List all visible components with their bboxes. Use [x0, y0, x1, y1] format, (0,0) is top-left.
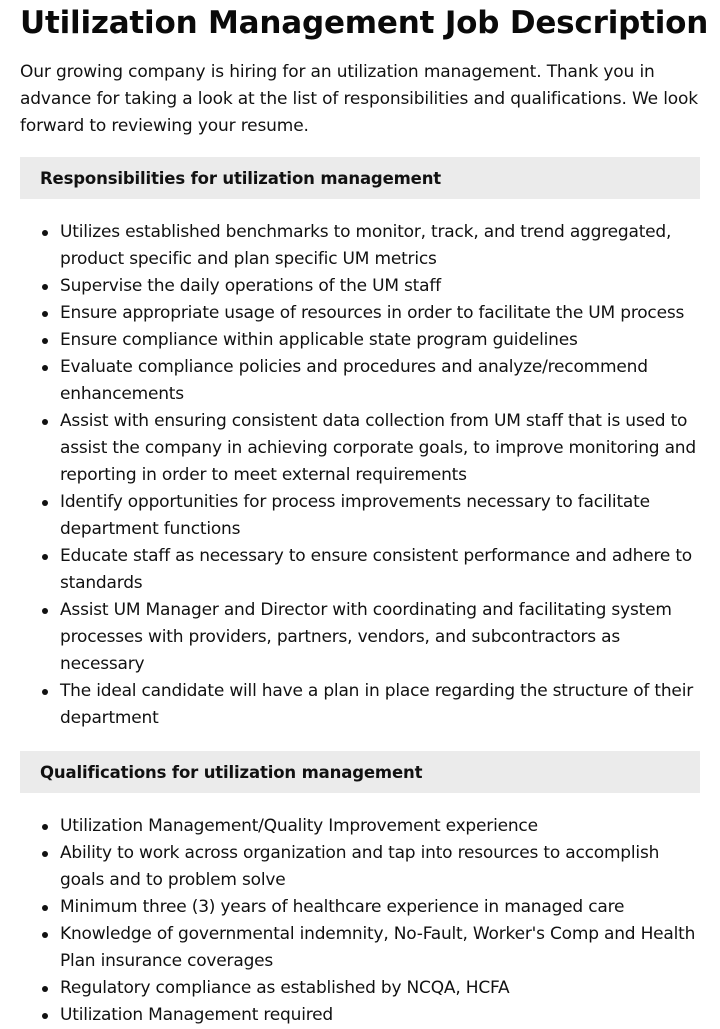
bullet-icon	[42, 824, 48, 830]
page-title: Utilization Management Job Description	[20, 5, 709, 41]
list-item	[20, 894, 700, 921]
list-item	[20, 354, 700, 408]
list-item-text: Minimum three (3) years of healthcare experience in managed care	[60, 897, 625, 917]
list-item-text: Supervise the daily operations of the UM staff	[60, 276, 441, 296]
list-item	[20, 327, 700, 354]
bullet-icon	[42, 932, 48, 938]
bullet-icon	[42, 554, 48, 560]
bullet-icon	[42, 500, 48, 506]
list-item	[20, 975, 700, 1002]
list-item	[20, 813, 700, 840]
bullet-icon	[42, 230, 48, 236]
list-item-text: Ability to work across organization and tap into resources to accomplish goals and to problem solve	[60, 843, 660, 890]
list-item-text: Utilization Management/Quality Improvement experience	[60, 816, 538, 836]
list-item-text: Evaluate compliance policies and procedures and analyze/recommend enhancements	[60, 357, 648, 404]
qualifications-heading: Qualifications for utilization management	[20, 751, 700, 793]
bullet-icon	[42, 851, 48, 857]
list-item	[20, 597, 700, 678]
list-item-text: Educate staff as necessary to ensure consistent performance and adhere to standards	[60, 546, 693, 593]
list-item	[20, 273, 700, 300]
list-item-text: Utilization Management required	[60, 1005, 334, 1025]
intro-paragraph: Our growing company is hiring for an utilization management. Thank you in advance for taking a look at the list of responsibilities and qualifications. We look forward to reviewing your resume.	[20, 62, 698, 136]
list-item-text: Assist with ensuring consistent data collection from UM staff that is used to assist the company in achieving corporate goals, to improve monitoring and reporting in order to meet external requirements	[60, 411, 696, 485]
list-item	[20, 1002, 700, 1029]
bullet-icon	[42, 905, 48, 911]
list-item-text: Knowledge of governmental indemnity, No-Fault, Worker's Comp and Health Plan insurance coverages	[60, 924, 696, 971]
list-item	[20, 408, 700, 489]
list-item	[20, 300, 700, 327]
bullet-icon	[42, 608, 48, 614]
bullet-icon	[42, 311, 48, 317]
list-item-text: The ideal candidate will have a plan in place regarding the structure of their department	[60, 681, 694, 728]
list-item	[20, 678, 700, 732]
bullet-icon	[42, 1013, 48, 1019]
list-item-text: Utilizes established benchmarks to monitor, track, and trend aggregated, product specific and plan specific UM metrics	[60, 222, 672, 269]
qualifications-list	[20, 813, 700, 1029]
list-item-text: Ensure appropriate usage of resources in order to facilitate the UM process	[60, 303, 685, 323]
list-item	[20, 219, 700, 273]
list-item-text: Regulatory compliance as established by NCQA, HCFA	[60, 978, 510, 998]
bullet-icon	[42, 365, 48, 371]
responsibilities-list	[20, 219, 700, 732]
list-item	[20, 489, 700, 543]
bullet-icon	[42, 419, 48, 425]
responsibilities-heading: Responsibilities for utilization management	[20, 157, 700, 199]
list-item-text: Identify opportunities for process improvements necessary to facilitate department functions	[60, 492, 650, 539]
bullet-icon	[42, 986, 48, 992]
list-item	[20, 543, 700, 597]
list-item	[20, 840, 700, 894]
list-item-text: Ensure compliance within applicable state program guidelines	[60, 330, 578, 350]
bullet-icon	[42, 689, 48, 695]
list-item	[20, 921, 700, 975]
bullet-icon	[42, 338, 48, 344]
bullet-icon	[42, 284, 48, 290]
list-item-text: Assist UM Manager and Director with coordinating and facilitating system processes with providers, partners, vendors, and subcontractors as necessary	[60, 600, 672, 674]
